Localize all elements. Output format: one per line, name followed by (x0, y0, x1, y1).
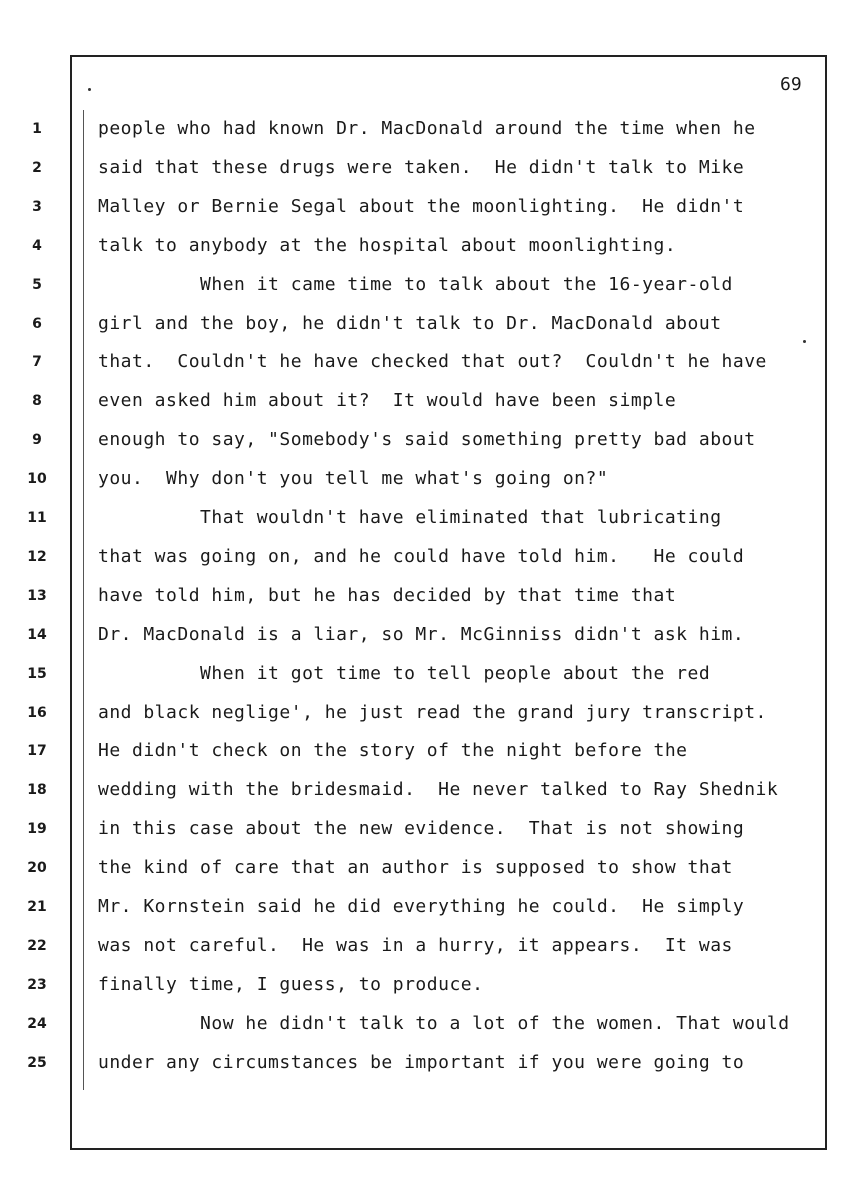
transcript-line: Malley or Bernie Segal about the moonlighting. He didn't (98, 196, 745, 217)
transcript-line: Now he didn't talk to a lot of the women. That would (98, 1013, 790, 1034)
transcript-line: When it got time to tell people about the red (98, 663, 711, 684)
transcript-line: wedding with the bridesmaid. He never talked to Ray Shednik (98, 779, 779, 800)
transcript-line: that. Couldn't he have checked that out? Couldn't he have (98, 351, 767, 372)
page-border-top (70, 55, 827, 57)
transcript-line: Mr. Kornstein said he did everything he could. He simply (98, 896, 745, 917)
transcript-line: in this case about the new evidence. That is not showing (98, 818, 745, 839)
transcript-line: enough to say, "Somebody's said something pretty bad about (98, 429, 756, 450)
transcript-line: you. Why don't you tell me what's going on?" (98, 468, 609, 489)
line-number: 10 (27, 471, 47, 487)
line-number: 14 (27, 627, 47, 643)
transcript-line: finally time, I guess, to produce. (98, 974, 484, 995)
line-number: 2 (32, 160, 42, 176)
line-number: 25 (27, 1055, 47, 1071)
transcript-line: that was going on, and he could have told him. He could (98, 546, 745, 567)
line-number: 18 (27, 782, 47, 798)
page-border-bottom (70, 1148, 827, 1150)
line-number: 3 (32, 199, 42, 215)
line-number: 12 (27, 549, 47, 565)
line-number: 9 (32, 432, 42, 448)
transcript-line: said that these drugs were taken. He didn't talk to Mike (98, 157, 745, 178)
line-number: 6 (32, 316, 42, 332)
transcript-line: under any circumstances be important if you were going to (98, 1052, 745, 1073)
transcript-line: When it came time to talk about the 16-year-old (98, 274, 733, 295)
line-number: 15 (27, 666, 47, 682)
line-number: 17 (27, 743, 47, 759)
speck (88, 88, 91, 91)
line-number: 8 (32, 393, 42, 409)
line-number: 7 (32, 354, 42, 370)
transcript-line: talk to anybody at the hospital about moonlighting. (98, 235, 677, 256)
line-number: 23 (27, 977, 47, 993)
line-number: 4 (32, 238, 42, 254)
transcript-line: girl and the boy, he didn't talk to Dr. MacDonald about (98, 313, 722, 334)
transcript-line: people who had known Dr. MacDonald around the time when he (98, 118, 756, 139)
line-number: 20 (27, 860, 47, 876)
transcript-line: Dr. MacDonald is a liar, so Mr. McGinniss didn't ask him. (98, 624, 745, 645)
line-number: 22 (27, 938, 47, 954)
page-border-left (70, 55, 72, 1150)
line-number: 19 (27, 821, 47, 837)
transcript-line: have told him, but he has decided by that time that (98, 585, 677, 606)
line-number: 21 (27, 899, 47, 915)
line-number: 1 (32, 121, 42, 137)
margin-rule (83, 110, 84, 1090)
line-number: 11 (27, 510, 47, 526)
page-border-right (825, 55, 827, 1150)
transcript-line: the kind of care that an author is supposed to show that (98, 857, 733, 878)
transcript-line: He didn't check on the story of the night before the (98, 740, 688, 761)
transcript-line: That wouldn't have eliminated that lubricating (98, 507, 722, 528)
page-number: 69 (780, 74, 802, 95)
line-number: 16 (27, 705, 47, 721)
transcript-line: and black neglige', he just read the grand jury transcript. (98, 702, 767, 723)
line-number: 24 (27, 1016, 47, 1032)
line-number: 5 (32, 277, 42, 293)
transcript-line: was not careful. He was in a hurry, it appears. It was (98, 935, 733, 956)
line-number: 13 (27, 588, 47, 604)
speck (803, 340, 806, 343)
transcript-line: even asked him about it? It would have been simple (98, 390, 677, 411)
